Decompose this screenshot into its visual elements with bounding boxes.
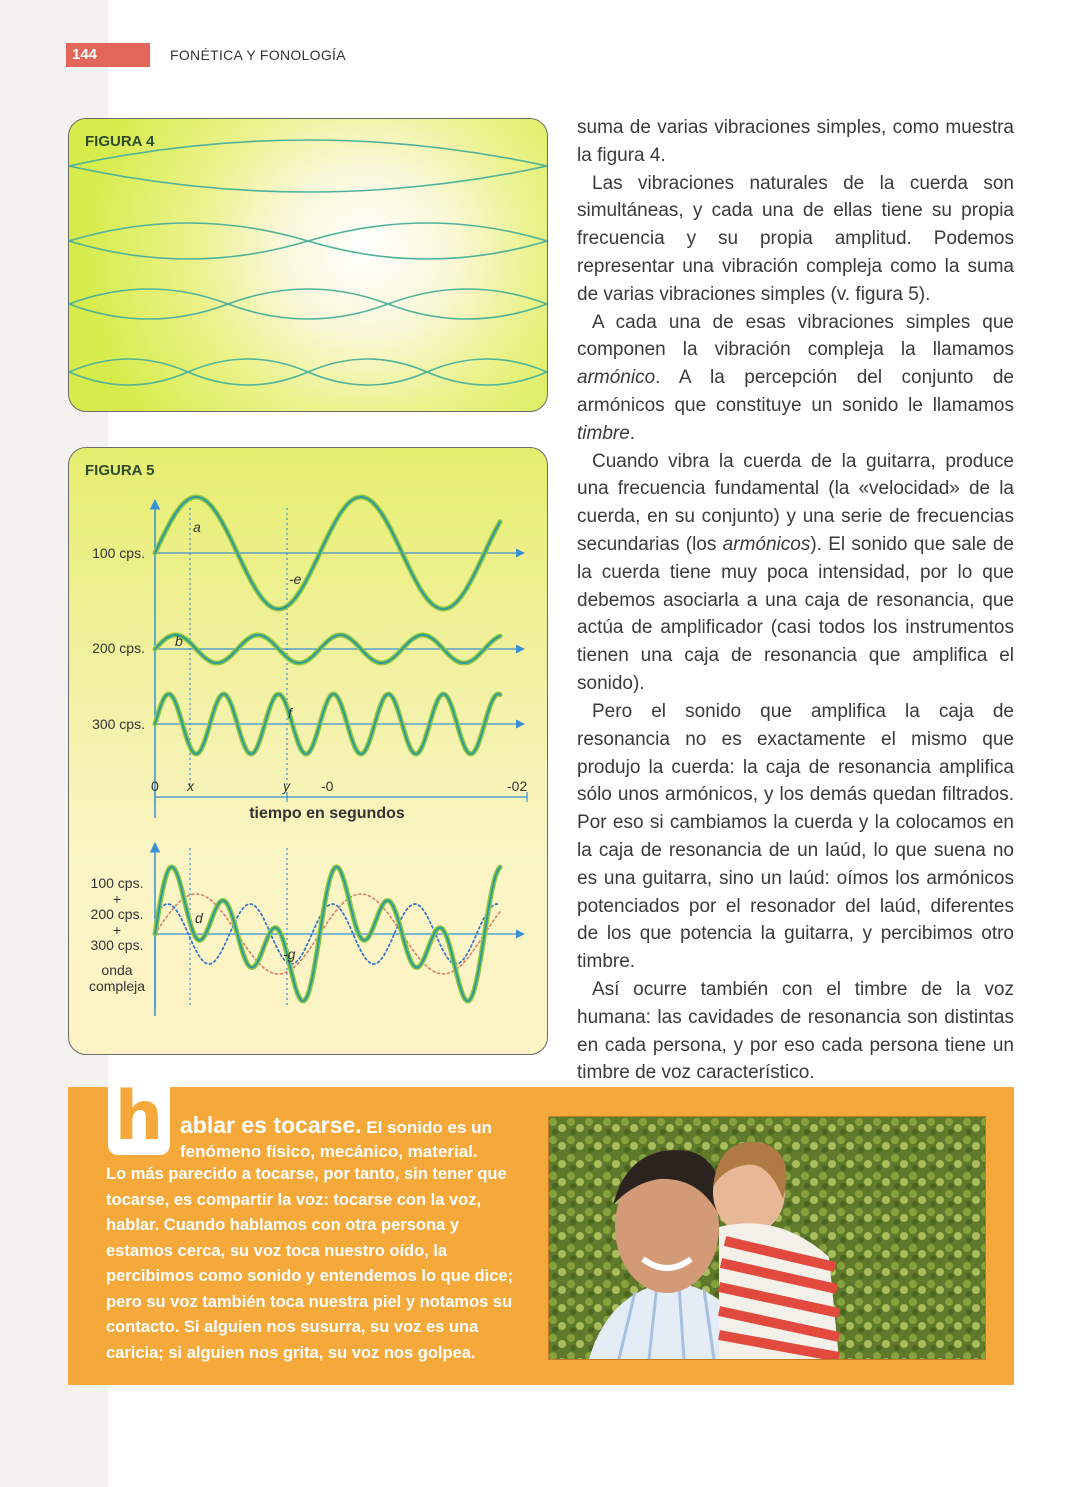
point-e: -e [289, 571, 302, 587]
paragraph-4: Cuando vibra la cuerda de la guitarra, produce una frecuencia fundamental (la «velocidad» de la cuerda, en su conjunto) y una serie de frecuencias secundarias (los armónicos). El sonido que sale de la cuerda tiene muy poca intensidad, por lo que debemos asociarla a una caja de resonancia, que actúa de amplificador (casi todos los instrumentos tienen una caja de resonancia que amplifica el sonido). [577, 450, 1015, 694]
body-column-2 [577, 698, 1014, 1087]
running-title: FONÉTICA Y FONOLOGÍA [170, 47, 346, 63]
point-a: a [193, 519, 201, 535]
complex-label-2: 200 cps. [90, 906, 144, 922]
paragraph-2: Las vibraciones naturales de la cuerda son simultáneas, y cada una de ellas tiene su propia frecuencia y su propia amplitud. Podemos representar una vibración compleja como la suma de varias vibraciones simples (v. figura 5). [577, 172, 1014, 305]
complex-label-1: + [112, 891, 122, 907]
sidebar-heading-big: ablar es tocarse. [180, 1112, 362, 1138]
paragraph-6: Así ocurre también con el timbre de la voz humana: las cavidades de resonancia son distintas en cada persona, y por eso cada persona tiene un timbre de voz característico. [577, 978, 1014, 1084]
mode-1-lower [69, 166, 547, 192]
drop-cap: h [108, 1085, 170, 1155]
tick-y: y [283, 778, 290, 794]
label-300-cps: 300 cps. [92, 716, 145, 732]
figure-5-title: FIGURA 5 [85, 462, 155, 479]
page-number: 144 [66, 43, 150, 67]
tick-3: -0 [321, 778, 334, 794]
term-armonicos: armónicos [722, 533, 811, 555]
figure-4-title: FIGURA 4 [85, 133, 155, 150]
body-column [577, 114, 1014, 698]
complex-label-6: compleja [88, 978, 146, 994]
figure-4 [68, 118, 548, 412]
tick-4: -02 [507, 778, 528, 794]
complex-label-4: 300 cps. [90, 937, 144, 953]
mode-2-curve-b [69, 223, 547, 259]
point-b: b [175, 633, 183, 649]
photo-father-child [548, 1116, 986, 1360]
term-timbre: timbre [577, 422, 630, 444]
photo-illustration [549, 1117, 985, 1359]
point-f: f [288, 705, 292, 721]
term-armonico: armónico [577, 367, 656, 389]
paragraph-3: A cada una de esas vibraciones simples que componen la vibración compleja la llamamos armónico. A la percepción del conjunto de armónicos que constituye un sonido le llamamos timbre. [577, 311, 1014, 444]
point-d: d [195, 910, 203, 926]
figure-4-waves [69, 119, 547, 411]
mode-3-curve-b [69, 289, 547, 319]
sidebar-heading-rest: El sonido es un fenómeno físico, mecánico, material. [180, 1118, 492, 1161]
label-200-cps: 200 cps. [92, 640, 145, 656]
mode-4-curve-b [69, 359, 547, 385]
tick-x: x [187, 778, 194, 794]
time-axis-label: tiempo en segundos [249, 805, 405, 822]
figure-5 [68, 447, 548, 1055]
complex-label-3: + [112, 922, 122, 938]
label-100-cps: 100 cps. [92, 545, 145, 561]
complex-label-5: onda [101, 962, 133, 978]
sidebar-heading [180, 1113, 510, 1164]
paragraph-1: suma de varias vibraciones simples, como muestra la figura 4. [577, 117, 1014, 166]
sidebar-text: Lo más parecido a tocarse, por tanto, sin tener que tocarse, es compartir la voz: tocarse con la voz, hablar. Cuando hablamos con otra persona y estamos cerca, su voz toca nuestro oído, la percibimos como sonido y entendemos lo que dice; pero su voz también toca nuestra piel y notamos su contacto. Si alguien nos susurra, su voz es una caricia; si alguien nos grita, su voz nos golpea. [106, 1165, 514, 1362]
tick-0: 0 [151, 778, 159, 794]
point-g: -g [283, 946, 296, 962]
mode-3-curve-a [69, 289, 547, 319]
paragraph-5: Pero el sonido que amplifica la caja de resonancia no es exactamente el mismo que produjo la cuerda: la caja de resonancia amplifica sólo unos armónicos, y los demás quedan filtrados. Por eso si cambiamos la cuerda y la colocamos en la caja de resonancia de un laúd, lo que suena no es una guitarra, sino un laúd: oímos los armónicos potenciados por el resonador del laúd, diferentes de los que potencia la guitarra, y percibimos otro timbre. [577, 701, 1014, 973]
figure-5-diagram [69, 448, 547, 1054]
complex-label-0: 100 cps. [90, 875, 144, 891]
